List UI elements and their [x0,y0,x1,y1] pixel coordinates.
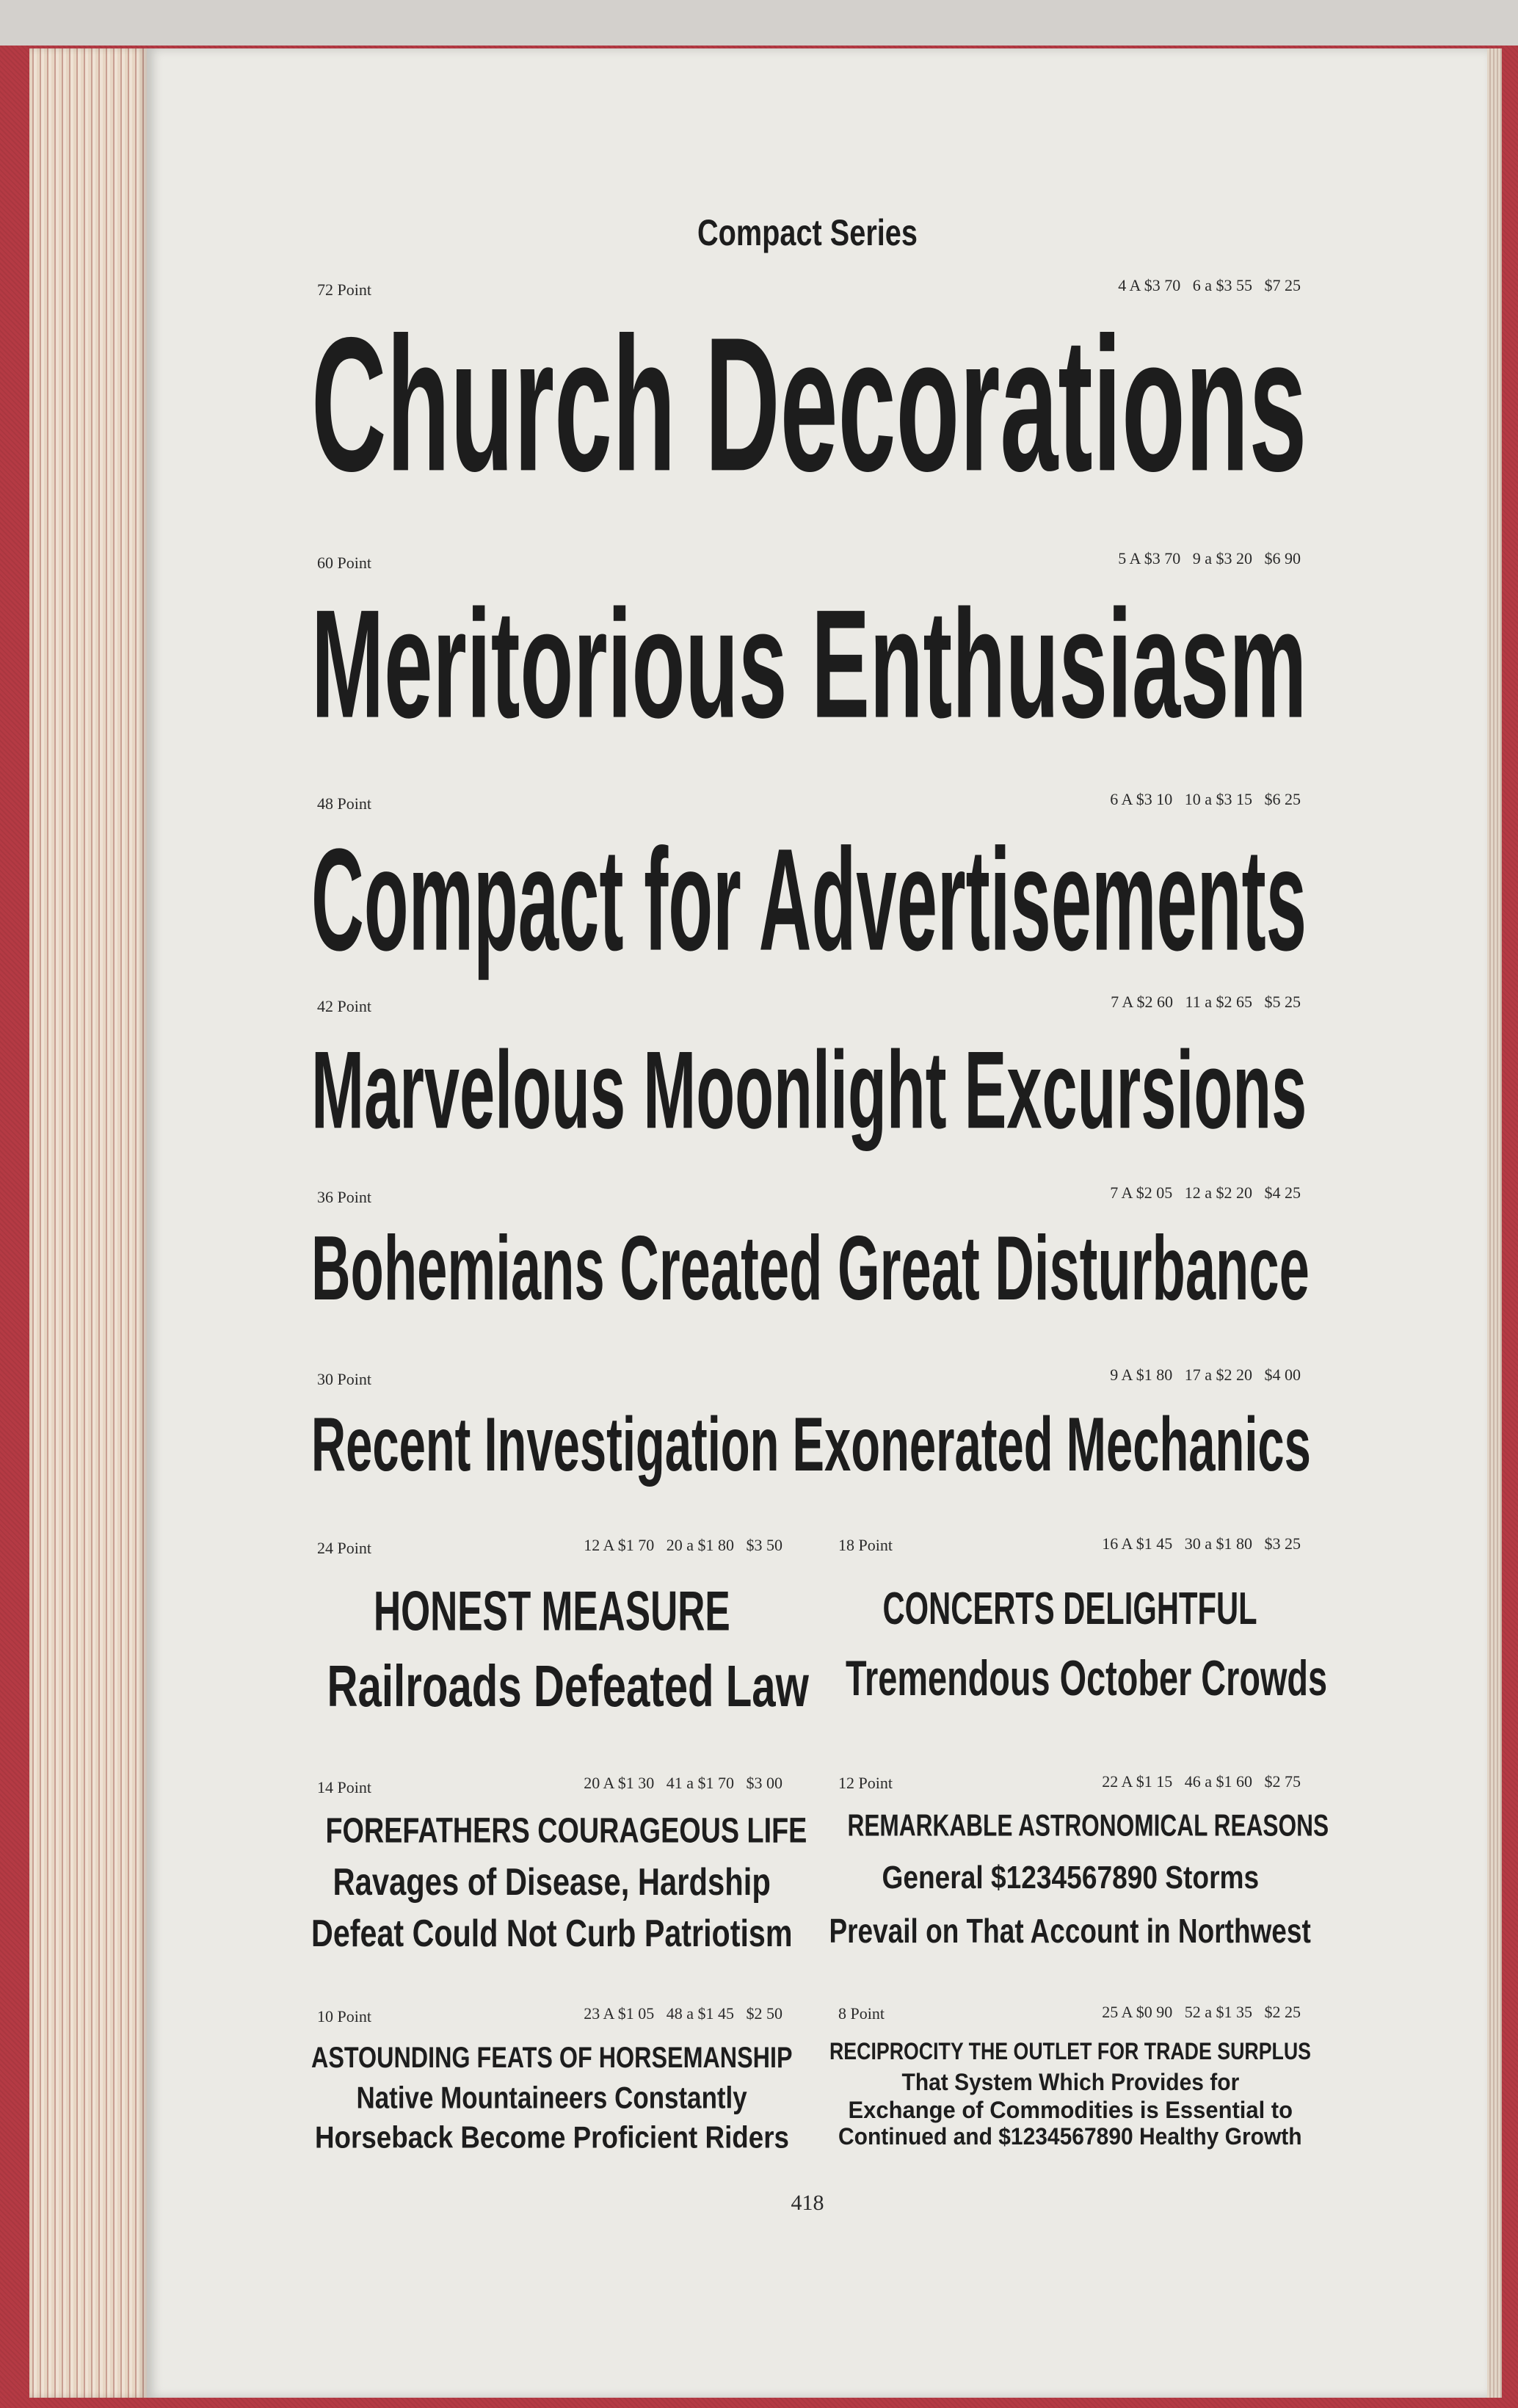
price-8: 25 A $0 90 52 a $1 35 $2 25 [1102,2003,1301,2021]
sample-8pt-line-1 [829,2037,1311,2065]
sample-12pt-line-3 [829,1912,1312,1951]
sample-8pt-line-2 [829,2068,1311,2096]
sample-24pt-line-1 [311,1581,793,1643]
sample-12pt-line-1-text: REMARKABLE ASTRONOMICAL REASONS [847,1808,1329,1843]
sample-48pt [311,818,1518,981]
price-10: 23 A $1 05 48 a $1 45 $2 50 [584,2004,782,2023]
sample-8pt-line-2-text: That System Which Provides for [901,2068,1239,2096]
sample-18pt-line-1 [829,1583,1311,1634]
sample-8pt-line-4 [829,2122,1311,2150]
sample-24pt-line-2 [311,1653,809,1719]
sample-8pt-line-3 [829,2096,1311,2124]
sample-10pt-line-1-text: ASTOUNDING FEATS OF HORSEMANSHIP [311,2040,793,2074]
point-label-18: 18 Point [838,1536,893,1554]
sample-14pt-line-1-text: FOREFATHERS COURAGEOUS LIFE [325,1811,807,1851]
price-30: 9 A $1 80 17 a $2 20 $4 00 [1110,1366,1301,1384]
price-14: 20 A $1 30 41 a $1 70 $3 00 [584,1774,782,1792]
point-label-24: 24 Point [317,1539,371,1557]
point-label-42: 42 Point [317,997,371,1015]
price-18: 16 A $1 45 30 a $1 80 $3 25 [1102,1534,1301,1553]
point-label-36: 36 Point [317,1188,371,1206]
price-42: 7 A $2 60 11 a $2 65 $5 25 [1111,993,1301,1011]
price-60: 5 A $3 70 9 a $3 20 $6 90 [1118,549,1301,567]
sample-42pt [311,1029,1518,1152]
sample-10pt-line-2 [311,2080,793,2115]
sample-30pt-text: Recent Investigation Exonerated Mechanics [311,1401,1311,1488]
sample-36pt-text: Bohemians Created Great Disturbance [311,1217,1310,1320]
series-title-text: Compact Series [697,212,918,253]
sample-8pt-line-3-text: Exchange of Commodities is Essential to [848,2096,1293,2124]
sample-10pt-line-2-text: Native Mountaineers Constantly [356,2080,748,2115]
sample-14pt-line-2-text: Ravages of Disease, Hardship [333,1861,771,1904]
sample-24pt-line-2-text: Railroads Defeated Law [327,1653,809,1719]
sample-14pt-line-3-text: Defeat Could Not Curb Patriotism [311,1912,793,1955]
background-top [0,0,1518,46]
sample-12pt-line-2-text: General $1234567890 Storms [882,1860,1259,1896]
sample-18pt-line-2-text: Tremendous October Crowds [846,1650,1328,1707]
sample-8pt-line-4-text: Continued and $1234567890 Healthy Growth [838,2122,1302,2150]
sample-12pt-line-2 [829,1860,1311,1896]
sample-12pt-line-1 [829,1808,1329,1843]
sample-60pt-text: Meritorious Enthusiasm [311,578,1307,751]
series-title [661,214,954,251]
sample-10pt-line-3-text: Horseback Become Proficient Riders [314,2119,789,2155]
sample-10pt-line-3 [311,2119,793,2155]
point-label-14: 14 Point [317,1778,371,1796]
sample-48pt-text: Compact for Advertisements [311,818,1307,981]
sample-14pt-line-3 [311,1912,793,1955]
price-48: 6 A $3 10 10 a $3 15 $6 25 [1110,790,1301,808]
sample-36pt [311,1217,1518,1320]
sample-42pt-text: Marvelous Moonlight Excursions [311,1029,1307,1152]
price-36: 7 A $2 05 12 a $2 20 $4 25 [1110,1183,1301,1202]
sample-14pt-line-1 [311,1811,807,1851]
sample-18pt-line-2 [829,1650,1328,1707]
point-label-10: 10 Point [317,2007,371,2026]
sample-72pt [311,298,1518,512]
point-label-30: 30 Point [317,1370,371,1388]
sample-14pt-line-2 [311,1861,793,1904]
point-label-48: 48 Point [317,794,371,813]
page-number: 418 [791,2191,824,2215]
sample-18pt-line-1-text: CONCERTS DELIGHTFUL [882,1583,1258,1634]
sample-60pt [311,578,1518,751]
price-12: 22 A $1 15 46 a $1 60 $2 75 [1102,1772,1301,1791]
sample-72pt-text: Church Decorations [311,298,1307,512]
price-24: 12 A $1 70 20 a $1 80 $3 50 [584,1536,782,1554]
point-label-60: 60 Point [317,554,371,572]
point-label-72: 72 Point [317,280,371,299]
sample-8pt-line-1-text: RECIPROCITY THE OUTLET FOR TRADE SURPLUS [829,2037,1311,2065]
sample-24pt-line-1-text: HONEST MEASURE [374,1581,730,1643]
sample-10pt-line-1 [311,2040,793,2074]
page-edges-left [29,48,147,2398]
sample-30pt [311,1401,1518,1488]
point-label-12: 12 Point [838,1774,893,1792]
price-72: 4 A $3 70 6 a $3 55 $7 25 [1118,276,1301,294]
point-label-8: 8 Point [838,2004,885,2023]
sample-12pt-line-3-text: Prevail on That Account in Northwest [829,1912,1312,1951]
